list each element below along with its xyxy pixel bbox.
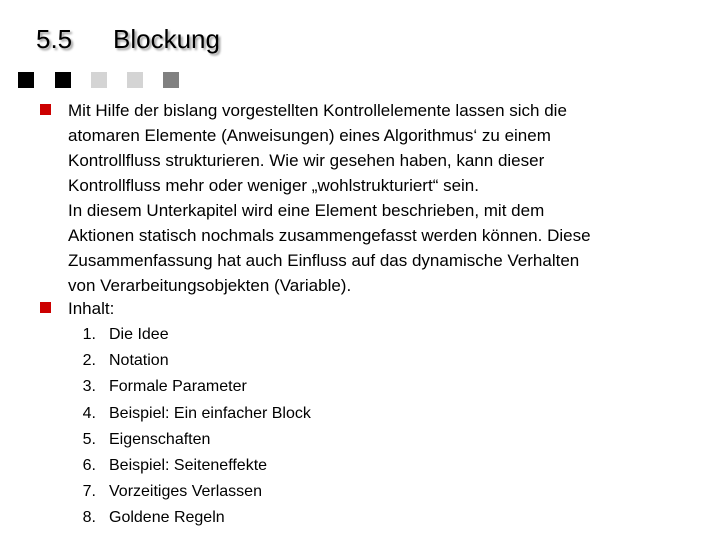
list-item-number: 7. [82, 483, 96, 501]
decor-square [127, 72, 143, 88]
list-item-number: 2. [82, 352, 96, 370]
bullet-line: von Verarbeitungsobjekten (Variable). [68, 276, 352, 295]
list-item-text: Vorzeitiges Verlassen [109, 483, 262, 501]
list-item-number: 6. [82, 456, 96, 474]
list-item-number: 8. [82, 509, 96, 527]
section-title: Blockung [113, 24, 220, 54]
bullet-line: Zusammenfassung hat auch Einfluss auf das dynamische Verhalten [68, 251, 580, 270]
list-item-text: Beispiel: Seiteneffekte [109, 456, 268, 474]
bullet-line: Aktionen statisch nochmals zusammengefasst werden können. Diese [68, 226, 591, 245]
list-item-text: Beispiel: Ein einfacher Block [109, 404, 311, 422]
list-item-number: 5. [82, 430, 96, 448]
list-item-number: 1. [82, 326, 96, 343]
decor-square [91, 72, 107, 88]
bullet-line: Mit Hilfe der bislang vorgestellten Kontrollelemente lassen sich die [68, 101, 567, 120]
list-item-text: Eigenschaften [109, 430, 211, 448]
bullet-line: Kontrollfluss mehr oder weniger „wohlstrukturiert“ sein. [68, 176, 479, 195]
bullet-line: In diesem Unterkapitel wird eine Element beschrieben, mit dem [68, 201, 545, 220]
list-item-number: 3. [82, 378, 96, 396]
list-item-text: Die Idee [109, 326, 169, 343]
decor-square [163, 72, 179, 88]
list-item-number: 4. [82, 404, 96, 422]
bullet-square-icon [40, 302, 51, 313]
list-item-text: Formale Parameter [109, 378, 247, 396]
decor-square [18, 72, 34, 88]
decor-square [55, 72, 71, 88]
bullet-line: atomaren Elemente (Anweisungen) eines Algorithmus‘ zu einem [68, 126, 551, 145]
bullet-line: Kontrollfluss strukturieren. Wie wir gesehen haben, kann dieser [68, 151, 545, 170]
section-number: 5.5 [36, 24, 73, 54]
list-item-text: Goldene Regeln [109, 509, 225, 527]
bullet-square-icon [40, 104, 51, 115]
bullet-line: Inhalt: [68, 299, 115, 318]
list-item-text: Notation [109, 352, 169, 370]
